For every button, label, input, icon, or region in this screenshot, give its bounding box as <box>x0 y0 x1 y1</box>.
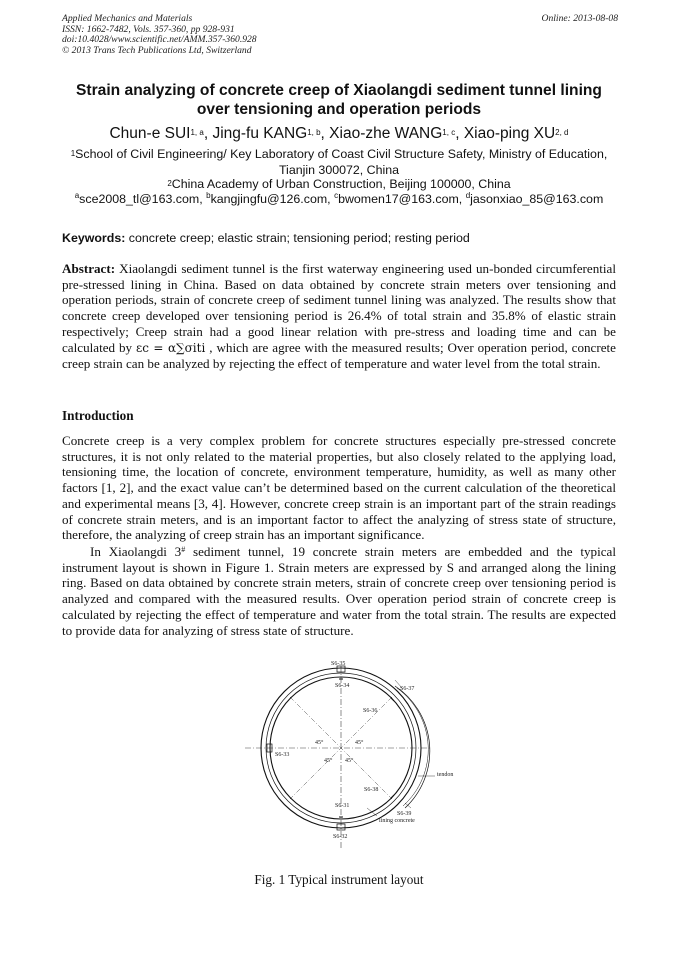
keywords-label: Keywords: <box>62 231 126 245</box>
tunnel-number-sup: # <box>181 545 186 554</box>
label-s6-32: S6-32 <box>333 834 348 840</box>
intro-paragraph-1: Concrete creep is a very complex problem for concrete structures especially pre-stressed concrete structures, it is not only related to the material properties, but also closely related to the applying load, tensioning time, the location of concrete, environment temperature, humidity, as well as many other factors [1, 2], and the exact value can’t be determined based on the current calculation of the theoretical and experimental means [3, 4]. However, concrete creep strain is an important part of the strain readings of concrete strain meters, and is an important factor to affect the analyzing of stress state of structure, therefore, the analyzing of creep strain has an important significance. <box>62 433 616 543</box>
email-2: kangjingfu@126.com, <box>210 192 331 206</box>
author-1: Chun-e SUI <box>109 125 191 142</box>
label-s6-37: S6-37 <box>400 686 415 692</box>
affiliation-1 <box>40 147 638 178</box>
issn-line: ISSN: 1662-7482, Vols. 357-360, pp 928-931 <box>62 23 235 35</box>
author-4: Xiao-ping XU <box>463 125 556 142</box>
author-2-sup: 1, b <box>307 128 321 137</box>
author-3: Xiao-zhe WANG <box>329 125 443 142</box>
angle-label-upper-right: 45° <box>355 740 364 746</box>
email-1-sup: a <box>74 191 80 200</box>
author-list: Chun-e SUI$^{1, a}$, Jing-fu KANG$^{1, b}$, Xiao-zhe WANG$^{1, c}$, Xiao-ping XU$^{2, d}$ <box>109 125 569 142</box>
affiliation-1-line-2: Tianjin 300072, China <box>278 162 400 177</box>
abstract <box>62 261 616 372</box>
instrument-layout-figure <box>245 658 465 858</box>
paper-title <box>40 81 638 119</box>
journal-name: Applied Mechanics and Materials <box>62 13 193 24</box>
affiliation-2-text: China Academy of Urban Construction, Beijing 100000, China <box>171 177 511 191</box>
label-tendon: tendon <box>437 772 454 778</box>
email-4-sup: d <box>465 191 471 200</box>
email-3-sup: c <box>334 191 339 200</box>
label-s6-36: S6-36 <box>363 708 378 714</box>
author-3-sup: 1, c <box>442 128 456 137</box>
email-3: bwomen17@163.com, <box>338 192 463 206</box>
title-line-1: Strain analyzing of concrete creep of Xiaolangdi sediment tunnel lining <box>76 82 602 99</box>
author-4-sup: 2, d <box>555 128 569 137</box>
tendon-overlap-inner <box>397 688 428 806</box>
journal-header <box>62 14 618 56</box>
intro-paragraph-2-rest: sediment tunnel, 19 concrete strain meters are embedded and the typical instrument layout is shown in Figure 1. Strain meters are expressed by S and arranged along the lining ring. Based on data obtained by concrete strain meters, strain of concrete creep over tensioning period is analyzed and compared with the measured results. Over operation period strain of concrete creep is calculated by rejecting the effect of temperature and water from the total strain. The results are expected to provide data for analyzing of stress state of structure. <box>62 544 617 638</box>
email-list <box>30 192 648 206</box>
angle-label-lower-left: 45° <box>324 758 333 764</box>
title-line-2: over tensioning and operation periods <box>196 101 482 118</box>
email-4: jasonxiao_85@163.com <box>470 192 604 206</box>
intro-paragraph-2-start: In Xiaolangdi 3 <box>90 544 182 559</box>
label-s6-39: S6-39 <box>397 811 412 817</box>
affiliation-2 <box>40 177 638 193</box>
label-s6-31: S6-31 <box>335 803 350 809</box>
affiliation-1-line-1: School of Civil Engineering/ Key Laboratory of Coast Civil Structure Safety, Ministry of Education, <box>75 147 608 161</box>
angle-label-upper-left: 45° <box>315 740 324 746</box>
abstract-text-2: , which are agree with the measured results; Over operation period, concrete creep strain can be analyzed by rejecting the effect of temperature and water level from the total strain. <box>62 339 616 372</box>
section-heading-introduction: Introduction <box>62 408 134 423</box>
figure-caption: Fig. 1 Typical instrument layout <box>254 872 424 887</box>
email-2-sup: b <box>206 191 211 200</box>
keywords <box>62 231 618 245</box>
author-1-sup: 1, a <box>190 128 204 137</box>
label-lining-concrete: lining concrete <box>379 818 415 824</box>
angle-label-lower-right: 45° <box>345 758 354 764</box>
label-s6-33: S6-33 <box>275 752 290 758</box>
abstract-label: Abstract: <box>62 261 116 276</box>
keywords-text: concrete creep; elastic strain; tensioning period; resting period <box>125 231 470 245</box>
author-2: Jing-fu KANG <box>212 125 308 142</box>
creep-formula: εc = α∑σiti <box>136 340 206 355</box>
copyright-line: © 2013 Trans Tech Publications Ltd, Switzerland <box>62 44 252 56</box>
label-s6-38: S6-38 <box>364 787 379 793</box>
affiliation-1-sup: 1 <box>70 149 76 158</box>
label-s6-35: S6-35 <box>331 661 346 667</box>
online-date: Online: 2013-08-08 <box>541 13 618 24</box>
abstract-text-1: Xiaolangdi sediment tunnel is the first waterway engineering used un-bonded circumferential pre-stressed lining in China. Based on data obtained by concrete strain meters over tensioning and operation periods, strain of concrete creep of sediment tunnel lining was analyzed. The results show that concrete creep developed over tensioning period is 26.4% of total strain and 35.8% of elastic strain respectively; Creep strain had a good linear relation with pre-stress and loading time and can be calculated by <box>62 261 616 355</box>
affiliation-2-sup: 2 <box>167 179 172 188</box>
intro-paragraph-2 <box>62 544 616 638</box>
label-s6-34: S6-34 <box>335 683 350 689</box>
email-1: sce2008_tl@163.com, <box>79 192 203 206</box>
doi-line: doi:10.4028/www.scientific.net/AMM.357-360.928 <box>62 34 257 46</box>
leader-lining <box>367 808 377 816</box>
